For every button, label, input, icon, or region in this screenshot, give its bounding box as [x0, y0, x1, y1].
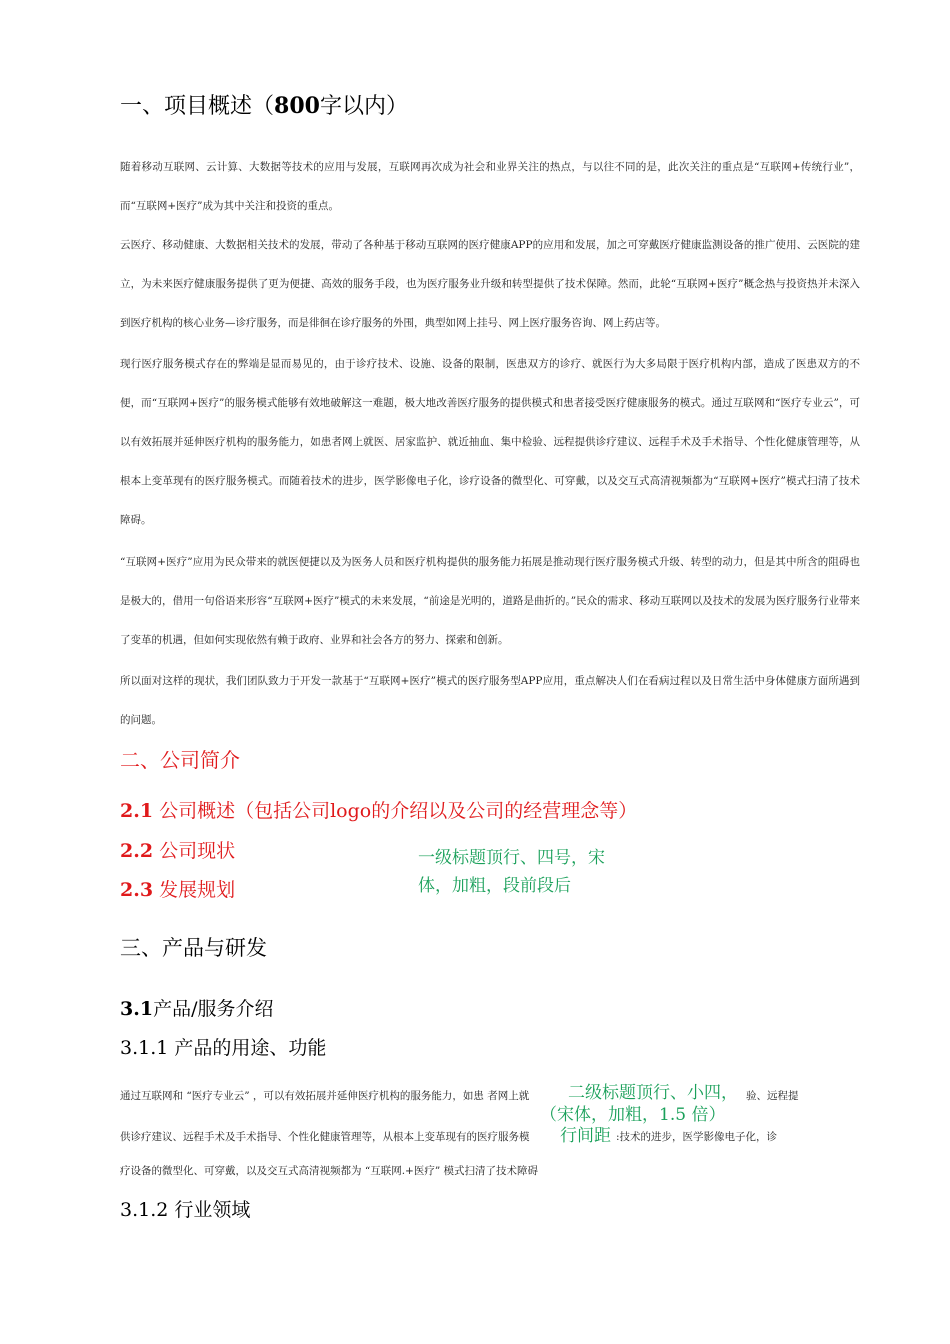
subsection-number: 2.2 [120, 840, 154, 862]
paragraph-1: 随着移动互联网、云计算、大数据等技术的应用与发展，互联网再次成为社会和业界关注的热点，与以往不同的是，此次关注的重点是“互联网+传统行业”，而“互联网+医疗”成为其中关注和投资的重点。 [120, 161, 860, 212]
subsection-text: 公司概述（包括公司logo的介绍以及公司的经营理念等） [159, 800, 638, 822]
heading-prefix: 一、项目概述（ [120, 94, 275, 119]
section2-heading: 二、公司简介 [120, 748, 240, 772]
subsection-text: 发展规划 [159, 879, 236, 901]
subsection-2-1 [120, 798, 637, 824]
subsection-number: 2.1 [120, 800, 154, 822]
heading-bold-number: 800 [274, 93, 320, 119]
subsection-3-1-1: 3.1.1 产品的用途、功能 [120, 1037, 327, 1059]
body-line-2: 供诊疗建议、远程手术及手术指导、个性化健康管理等，从根本上变革现有的医疗服务模 [120, 1131, 530, 1143]
subsection-text: 公司现状 [159, 840, 236, 862]
body-line-3: 疗设备的微型化、可穿戴，以及交互式高清视频都为 “互联网.+医疗” 模式扫清了技术障碍 [120, 1165, 539, 1177]
subsection-3-1-2: 3.1.2 行业领域 [120, 1199, 251, 1221]
paragraph-5: 所以面对这样的现状，我们团队致力于开发一款基于“互联网+医疗”模式的医疗服务型APP应用，重点解决人们在看病过程以及日常生活中身体健康方面所遇到的问题。 [120, 675, 860, 726]
format-note-heading2-line2: （宋体，加粗，1.5 倍） [540, 1105, 726, 1125]
body-line-1: 通过互联网和 “医疗专业云” ，可以有效拓展并延伸医疗机构的服务能力，如患 者网上就 [120, 1090, 530, 1102]
format-note-heading2-line3: 行间距 [560, 1126, 611, 1146]
subsection-2-2 [120, 838, 235, 864]
paragraph-2: 云医疗、移动健康、大数据相关技术的发展，带动了各种基于移动互联网的医疗健康APP的应用和发展，加之可穿戴医疗健康监测设备的推广使用、云医院的建立，为未来医疗健康服务提供了更为便捷、高效的服务手段，也为医疗服务业升级和转型提供了技术保障。然而，此轮“互联网+医疗”概念热与投资热并未深入到医疗机构的核心业务—诊疗服务，而是徘徊在诊疗服务的外围，典型如网上挂号、网上医疗服务咨询、网上药店等。 [120, 239, 860, 329]
paragraph-3: 现行医疗服务模式存在的弊端是显而易见的，由于诊疗技术、设施、设备的限制，医患双方的诊疗、就医行为大多局限于医疗机构内部，造成了医患双方的不便，而“互联网+医疗”的服务模式能够有效地破解这一难题，极大地改善医疗服务的提供模式和患者接受医疗健康服务的模式。通过互联网和“医疗专业云”，可以有效拓展并延伸医疗机构的服务能力，如患者网上就医、居家监护、就近抽血、集中检验、远程提供诊疗建议、远程手术及手术指导、个性化健康管理等，从根本上变革现有的医疗服务模式。而随着技术的进步，医学影像电子化，诊疗设备的微型化、可穿戴，以及交互式高清视频都为“互联网+医疗”模式扫清了技术障碍。 [120, 358, 860, 526]
section3-heading: 三、产品与研发 [120, 936, 267, 960]
format-note-heading1: 一级标题顶行、四号，宋体，加粗，段前段后 [418, 848, 605, 896]
subsection-number: 3.1 [120, 998, 154, 1020]
format-note-heading2-line1: 二级标题顶行、小四， [568, 1083, 738, 1103]
subsection-2-3 [120, 877, 235, 903]
subsection-text: 产品/服务介绍 [153, 998, 274, 1020]
section1-heading [120, 92, 408, 121]
subsection-3-1 [120, 996, 273, 1022]
body-line-1-tail: 验、远程提 [746, 1090, 799, 1102]
subsection-number: 2.3 [120, 879, 154, 901]
body-line-2-tail: :技术的进步，医学影像电子化，诊 [616, 1131, 778, 1143]
heading-suffix: 字以内） [319, 94, 408, 119]
paragraph-4: “互联网+医疗”应用为民众带来的就医便捷以及为医务人员和医疗机构提供的服务能力拓展是推动现行医疗服务模式升级、转型的动力，但是其中所含的阻碍也是极大的，借用一句俗语来形容“互联网+医疗”模式的未来发展，“前途是光明的，道路是曲折的。”民众的需求、移动互联网以及技术的发展为医疗服务行业带来了变革的机遇，但如何实现依然有赖于政府、业界和社会各方的努力、探索和创新。 [120, 556, 860, 646]
